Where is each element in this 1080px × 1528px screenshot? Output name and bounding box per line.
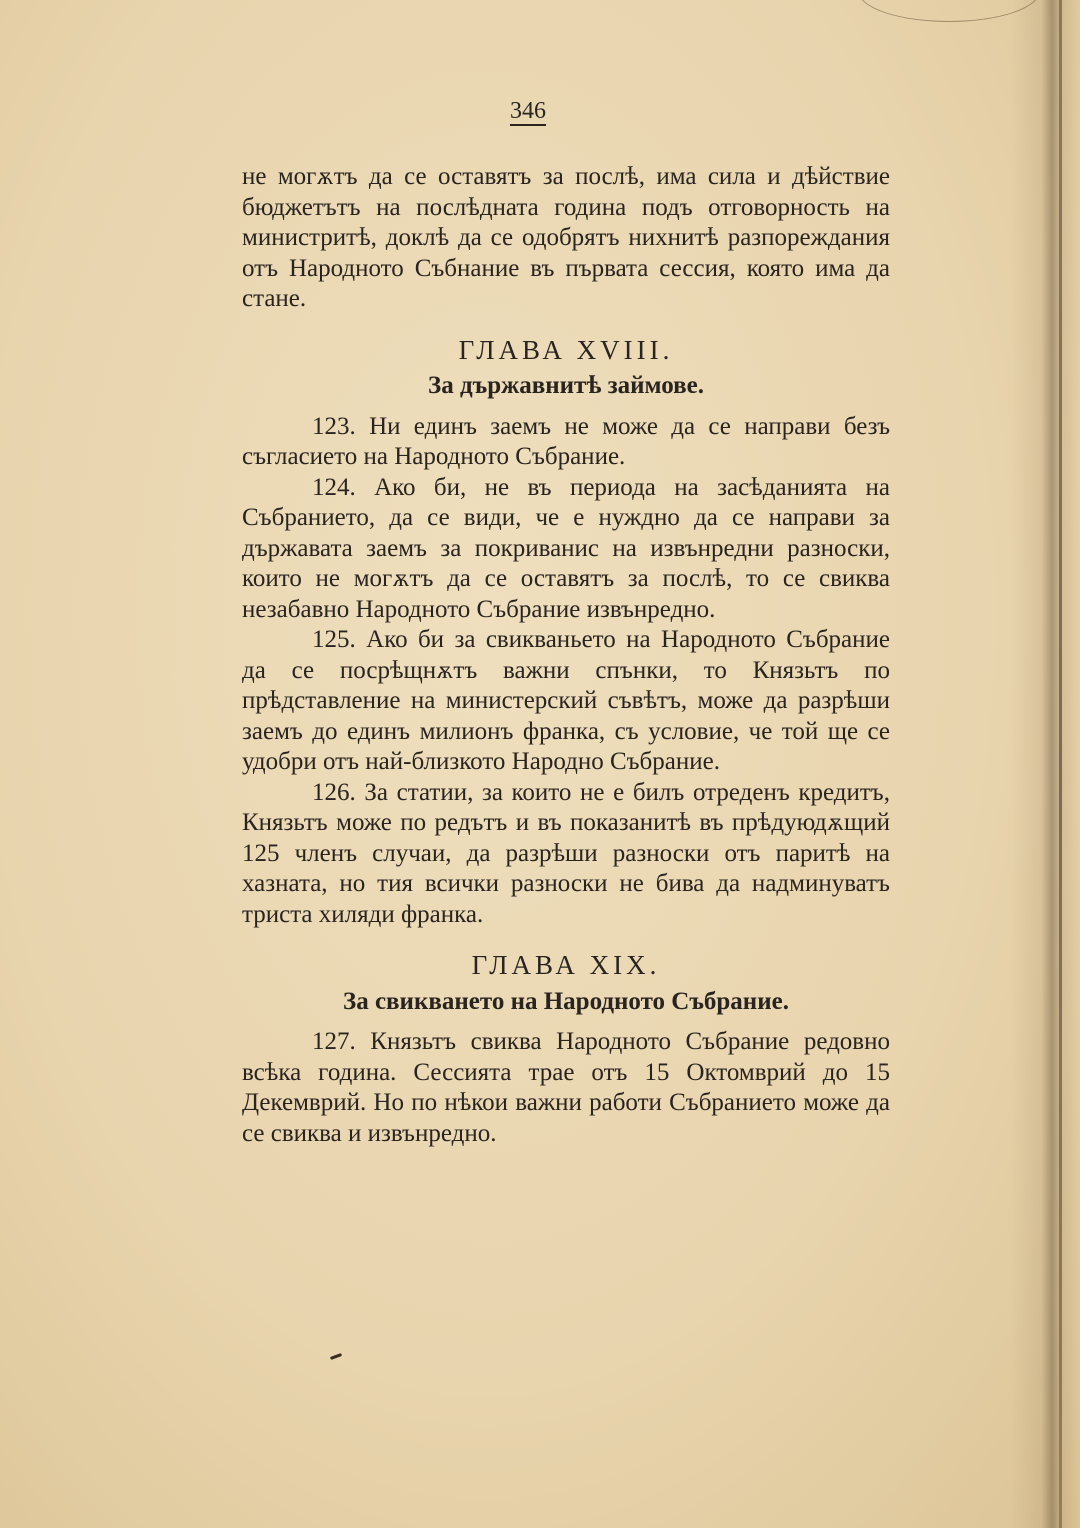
article-123: 123. Ни единъ заемъ не може да се направи безъ съгласието на Народното Събрание.: [242, 412, 890, 470]
page-number: 346: [510, 98, 546, 124]
chapter-heading-19: ГЛАВА XIX.: [471, 950, 661, 980]
chapter-heading-18: ГЛАВА XVIII.: [458, 334, 674, 365]
chapter-title-19: За свикването на Народното Събрание.: [343, 987, 789, 1015]
article-126: 126. За статии, за които не е билъ отреденъ кредитъ, Князьтъ може по редътъ и въ показанитѣ въ прѣдуюдѫщий 125 членъ случаи, да разрѣши разноски отъ паритѣ на хазната, но тия всички разноски не бива да надминуватъ триста хиляди франка.: [242, 778, 890, 928]
article-125: 125. Ако би за свикваньето на Народното Събрание да се посрѣщнѫтъ важни спънки, то Князьтъ по прѣдставление на министерский съвѣтъ, може да разрѣши заемъ до единъ милионъ франка, съ условие, че той ще се удобри отъ най-близкото Народно Събрание.: [242, 626, 890, 775]
paragraph-continuation: не могѫтъ да се оставятъ за послѣ, има сила и дѣйствие бюджетътъ на послѣдната година подъ отговорность на министритѣ, доклѣ да се одобрятъ нихнитѣ разпореждания отъ Народното Събнание въ първата сессия, която има да стане.: [242, 163, 890, 312]
article-124: 124. Ако би, не въ периода на засѣданията на Събранието, да се види, че е нуждно да се направи за държавата заемъ за покриванис на извънредни разноски, които не могѫтъ да се оставятъ за послѣ, то се свиква незабавно Народното Събрание извънредно.: [242, 473, 890, 623]
book-spine-edge: [1059, 0, 1062, 1528]
book-spine-shadow: [1010, 0, 1080, 1528]
ink-speck: [330, 1353, 342, 1360]
chapter-title-18: За държавнитѣ займове.: [428, 372, 704, 399]
article-127: 127. Князьтъ свиква Народното Събрание редовно всѣка година. Сессията трае отъ 15 Октомврий до 15 Декемврий. Но по нѣкои важни работи Събранието може да се свиква и извънредно.: [242, 1028, 890, 1147]
page-body: [242, 162, 890, 1149]
